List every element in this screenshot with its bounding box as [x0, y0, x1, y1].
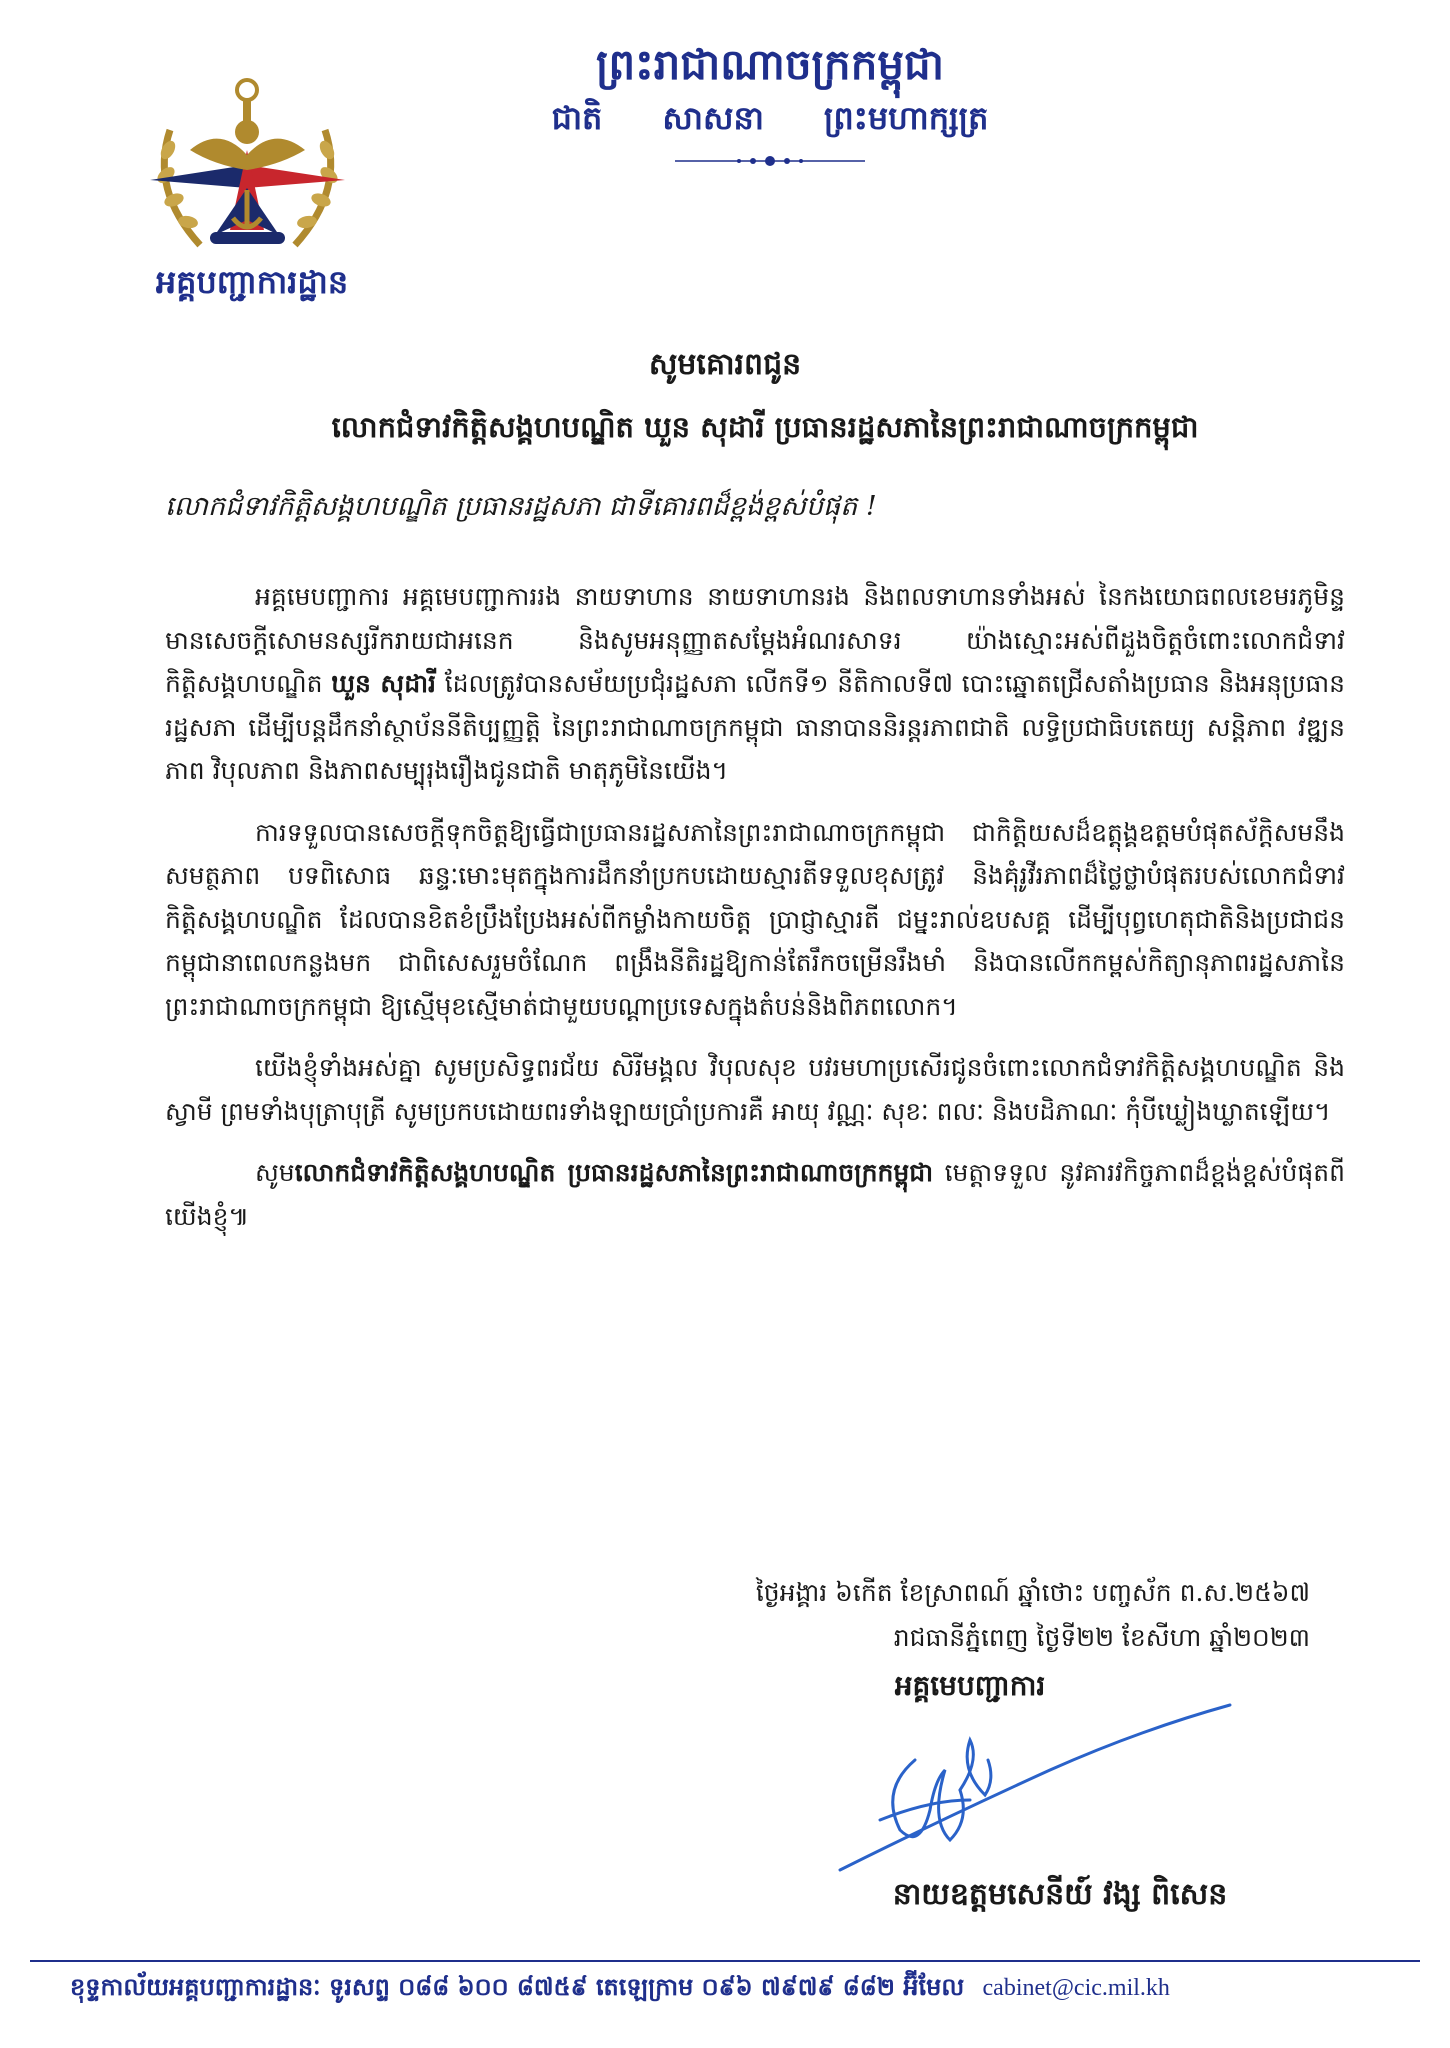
footer-email-link[interactable]: cabinet@cic.mil.kh	[982, 1975, 1170, 2001]
closing-paragraph	[165, 1151, 1345, 1238]
paragraph-1-part-a: អគ្គមេបញ្ជាការ អគ្គមេបញ្ជាការរង នាយទាហាន នាយទាហានរង និងពលទាហានទាំងអស់ នៃកងយោធពលខេមរភូមិន្ទ មានសេចក្តីសោមនស្សរីករាយជាអនេក និងសូមអនុញ្ញាតសម្តែងអំណរសាទរ យ៉ាងស្មោះអស់ពីដួងចិត្តចំពោះលោកជំទាវកិត្តិសង្គហបណ្ឌិត	[165, 582, 1345, 698]
closing-part-a: សូម	[255, 1158, 295, 1187]
signer-title: អគ្គមេបញ្ជាការ	[894, 1669, 1046, 1702]
paragraph-3: យើងខ្ញុំទាំងអស់គ្នា សូមប្រសិទ្ធពរជ័យ សិរីមង្គល វិបុលសុខ បវរមហាប្រសើរជូនចំពោះលោកជំទាវកិត្តិសង្គហបណ្ឌិត និងស្វាមី ព្រមទាំងបុត្រាបុត្រី សូមប្រកបដោយពរទាំងឡាយប្រាំប្រការគឺ អាយុ វណ្ណៈ សុខៈ ពលៈ និងបដិភាណៈ កុំបីឃ្លៀងឃ្លាតឡើយ។	[165, 1053, 1345, 1126]
paragraph-2: ការទទួលបានសេចក្តីទុកចិត្តឱ្យធ្វើជាប្រធានរដ្ឋសភានៃព្រះរាជាណាចក្រកម្ពុជា ជាកិត្តិយសដ៏ឧត្តុង្គឧត្តមបំផុតស័ក្តិសមនឹងសមត្ថភាព បទពិសោធ ឆន្ទៈមោះមុតក្នុងការដឹកនាំប្រកបដោយស្មារតីទទួលខុសត្រូវ និងគុំរូវីរភាពដ៏ថ្លៃថ្លាបំផុតរបស់លោកជំទាវកិត្តិសង្គហបណ្ឌិត ដែលបានខិតខំប្រឹងប្រែងអស់ពីកម្លាំងកាយចិត្ត ប្រាជ្ញាស្មារតី ជម្នះរាល់ឧបសគ្គ ដើម្បីបុព្វហេតុជាតិនិងប្រជាជនកម្ពុជានាពេលកន្លងមក ជាពិសេសរួមចំណែក ពង្រឹងនីតិរដ្ឋឱ្យកាន់តែរឹកចម្រើនរឹងមាំ និងបានលើកកម្ពស់កិត្យានុភាពរដ្ឋសភានៃព្រះរាជាណាចក្រកម្ពុជា ឱ្យស្មើមុខស្មើមាត់ជាមួយបណ្តាប្រទេសក្នុងតំបន់និងពិភពលោក។	[165, 817, 1345, 1021]
date-block	[550, 1570, 1310, 1660]
lunar-date: ថ្ងៃអង្គារ ៦កើត ខែស្រាពណ៍ ឆ្នាំថោះ បញ្ចស័ក ព.ស.២៥៦៧	[755, 1578, 1310, 1607]
greeting-line: លោកជំទាវកិត្តិសង្គហបណ្ឌិត ប្រធានរដ្ឋសភា ជាទីគោរពដ៏ខ្ពង់ខ្ពស់បំផុត !	[165, 491, 877, 522]
signer-name: នាយឧត្តមសេនីយ៍ វង្ស ពិសេន	[892, 1877, 1228, 1912]
recipient-line: លោកជំទាវកិត្តិសង្គហបណ្ឌិត ឃួន សុដារី ប្រធានរដ្ឋសភានៃព្រះរាជាណាចក្រកម្ពុជា	[331, 410, 1199, 444]
footer-contact	[70, 1972, 1390, 2007]
paragraph-1-part-b: ដែលត្រូវបានសម័យប្រជុំរដ្ឋសភា លើកទី១ នីតិកាលទី៧ បោះឆ្នោតជ្រើសតាំងប្រធាន និងអនុប្រធានរដ្ឋសភា ដើម្បីបន្តដឹកនាំស្ថាប័ននីតិប្បញ្ញត្តិ នៃព្រះរាជាណាចក្រកម្ពុជា ធានាបាននិរន្តរភាពជាតិ លទ្ធិប្រជាធិបតេយ្យ សន្តិភាព វឌ្ឍនភាព វិបុលភាព និងភាពសម្បុរុងរឿងជូនជាតិ មាតុភូមិនៃយើង។	[165, 669, 1346, 785]
closing-part-b: មេត្តាទទួល នូវគារវកិច្ចភាពដ៏ខ្ពង់ខ្ពស់បំផុតពីយើងខ្ញុំ៕	[165, 1158, 1345, 1231]
solar-date: រាជធានីភ្នំពេញ ថ្ងៃទី២២ ខែសីហា ឆ្នាំ២០២៣	[893, 1623, 1310, 1652]
footer-divider	[30, 1960, 1420, 1962]
handwritten-signature	[820, 1700, 1260, 1880]
motto-king: ព្រះមហាក្សត្រ	[823, 99, 989, 137]
ornament-divider-icon	[675, 152, 865, 170]
paragraph-1	[165, 575, 1345, 793]
recipient-name: ឃួន សុដារី	[331, 669, 436, 698]
salutation: សូមគោរពជូន	[648, 347, 802, 382]
motto-religion: សាសនា	[662, 99, 764, 137]
motto-nation: ជាតិ	[551, 99, 603, 137]
kingdom-heading: ព្រះរាជាណាចក្រកម្ពុជា	[595, 40, 945, 89]
footer-contact-text: ខុទ្ទកាល័យអគ្គបញ្ជាការដ្ឋានៈ ទូរសព្ទ ០៨៨ ៦០០ ៨៧៥៩ តេឡេក្រាម ០៩៦ ៧៩៧៩ ៨៨២ អ៊ីមែល	[70, 1972, 965, 2001]
org-name: អគ្គបញ្ជាការដ្ឋាន	[155, 263, 349, 301]
national-motto	[520, 98, 1020, 145]
letter-body	[165, 575, 1345, 1238]
military-emblem-icon	[130, 70, 365, 265]
closing-title: លោកជំទាវកិត្តិសង្គហបណ្ឌិត ប្រធានរដ្ឋសភានៃព្រះរាជាណាចក្រកម្ពុជា	[294, 1158, 934, 1187]
